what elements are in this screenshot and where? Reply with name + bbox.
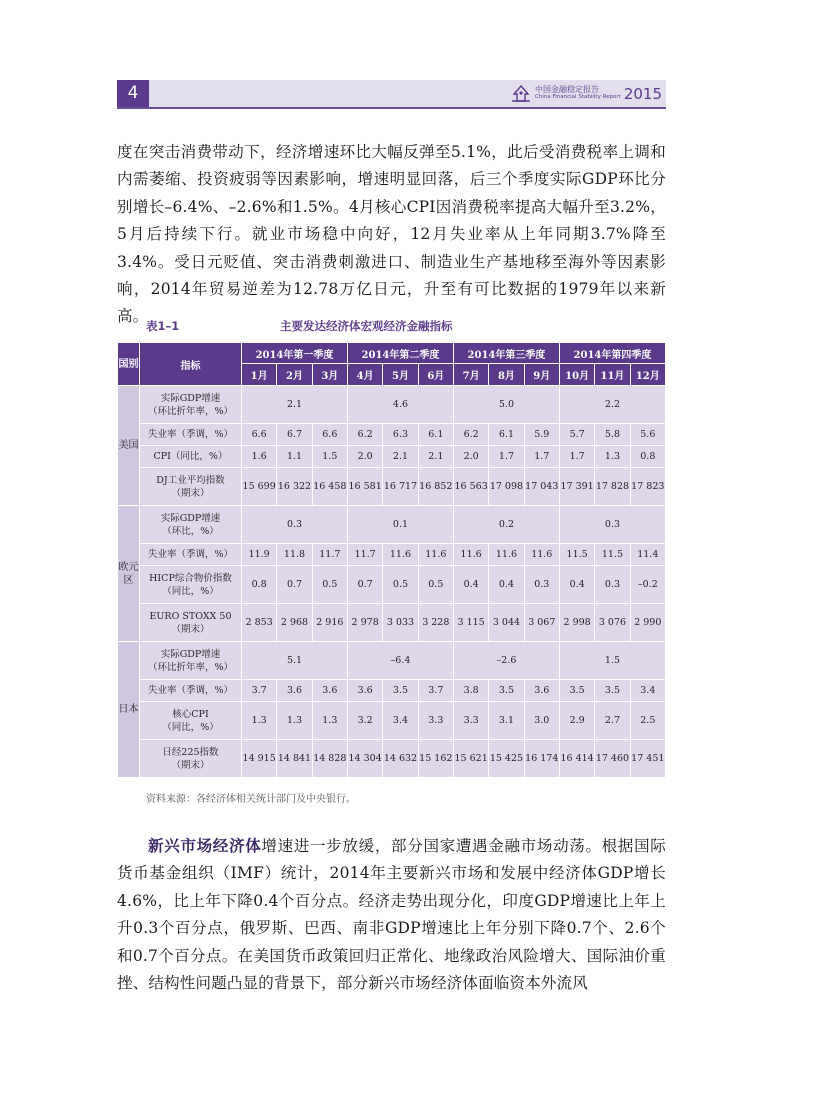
value-cell: 3.6 [524,680,559,702]
value-cell: 6.2 [453,424,488,446]
table-row [118,424,666,446]
value-cell: 0.4 [559,566,594,604]
header-quarter: 2014年第一季度 [242,343,348,364]
value-cell: 0.7 [277,566,312,604]
indicator-cell: 日经225指数 （期末） [140,740,242,778]
value-cell: 0.3 [559,506,665,544]
value-cell: 6.6 [242,424,277,446]
value-cell: 11.5 [595,544,630,566]
table-row [118,386,666,424]
header-month: 11月 [595,364,630,386]
value-cell: 5.0 [453,386,559,424]
value-cell: 15 699 [242,468,277,506]
value-cell: 11.6 [453,544,488,566]
value-cell: 5.7 [559,424,594,446]
value-cell: 14 304 [347,740,382,778]
value-cell: 11.8 [277,544,312,566]
header-country: 国别 [118,343,140,386]
value-cell: 5.6 [630,424,665,446]
value-cell: 0.8 [242,566,277,604]
table-row [118,702,666,740]
value-cell: 0.4 [453,566,488,604]
value-cell: 16 581 [347,468,382,506]
value-cell: 3.7 [418,680,453,702]
value-cell: 11.6 [524,544,559,566]
value-cell: 0.8 [630,446,665,468]
report-year: 2015 [623,84,662,103]
table-row [118,740,666,778]
value-cell: 3.5 [595,680,630,702]
value-cell: 2.1 [418,446,453,468]
value-cell: 6.1 [489,424,524,446]
value-cell: 1.7 [524,446,559,468]
value-cell: 1.3 [277,702,312,740]
value-cell: 2.1 [383,446,418,468]
header-month: 12月 [630,364,665,386]
value-cell: 0.7 [347,566,382,604]
value-cell: 11.4 [630,544,665,566]
pagoda-logo-icon [511,85,531,103]
value-cell: –2.6 [453,642,559,680]
report-title-en: China Financial Stability Report [535,94,621,101]
value-cell: 2 978 [347,604,382,642]
value-cell: 3.3 [418,702,453,740]
table-row [118,604,666,642]
value-cell: 1.7 [559,446,594,468]
value-cell: 3.6 [277,680,312,702]
table-caption [146,316,666,336]
value-cell: 5.8 [595,424,630,446]
value-cell: 0.3 [524,566,559,604]
value-cell: 3.0 [524,702,559,740]
value-cell: 15 162 [418,740,453,778]
value-cell: 3.4 [630,680,665,702]
value-cell: 6.2 [347,424,382,446]
value-cell: 11.6 [489,544,524,566]
value-cell: 3.8 [453,680,488,702]
header-month: 5月 [383,364,418,386]
page-header [117,80,666,109]
value-cell: 16 852 [418,468,453,506]
country-cell: 日本 [118,642,140,778]
value-cell: 2 990 [630,604,665,642]
value-cell: 1.3 [242,702,277,740]
table-row [118,468,666,506]
value-cell: 1.1 [277,446,312,468]
country-cell: 美国 [118,386,140,506]
table-body [118,386,666,778]
value-cell: 16 563 [453,468,488,506]
header-quarter: 2014年第二季度 [347,343,453,364]
value-cell: 16 414 [559,740,594,778]
value-cell: 3 044 [489,604,524,642]
value-cell: 0.3 [242,506,348,544]
value-cell: 6.7 [277,424,312,446]
value-cell: –6.4 [347,642,453,680]
value-cell: 3.1 [489,702,524,740]
value-cell: 3.6 [312,680,347,702]
indicator-cell: CPI（同比，%） [140,446,242,468]
value-cell: 6.1 [418,424,453,446]
indicator-cell: 实际GDP增速 （环比，%） [140,506,242,544]
value-cell: 16 717 [383,468,418,506]
value-cell: 2.0 [347,446,382,468]
value-cell: 1.6 [242,446,277,468]
page-number: 4 [117,80,149,107]
value-cell: 5.1 [242,642,348,680]
value-cell: 1.7 [489,446,524,468]
value-cell: 11.6 [383,544,418,566]
value-cell: 14 915 [242,740,277,778]
indicator-cell: 实际GDP增速 （环比折年率，%） [140,642,242,680]
value-cell: 14 632 [383,740,418,778]
value-cell: 16 322 [277,468,312,506]
header-month: 1月 [242,364,277,386]
indicator-cell: EURO STOXX 50 （期末） [140,604,242,642]
body-paragraph-1: 度在突击消费带动下，经济增速环比大幅反弹至5.1%，此后受消费税率上调和内需萎缩、投资疲弱等因素影响，增速明显回落，后三个季度实际GDP环比分别增长–6.4%、–2.6%和1.5%。4月核心CPI因消费税率提高大幅升至3.2%，5月后持续下行。就业市场稳中向好，12月失业率从上年同期3.7%降至3.4%。受日元贬值、突击消费刺激进口、制造业生产基地移至海外等因素影响，2014年贸易逆差为12.78万亿日元，升至有可比数据的1979年以来新高。 [117,143,666,326]
value-cell: 17 391 [559,468,594,506]
value-cell: 1.3 [595,446,630,468]
value-cell: 2.9 [559,702,594,740]
value-cell: –0.2 [630,566,665,604]
table-row [118,566,666,604]
value-cell: 5.9 [524,424,559,446]
header-month: 4月 [347,364,382,386]
value-cell: 17 823 [630,468,665,506]
value-cell: 0.4 [489,566,524,604]
value-cell: 17 828 [595,468,630,506]
value-cell: 2.2 [559,386,665,424]
table-number: 表1–1 [146,319,180,333]
report-logo [511,82,662,105]
header-month: 7月 [453,364,488,386]
value-cell: 11.5 [559,544,594,566]
value-cell: 2 998 [559,604,594,642]
value-cell: 11.7 [347,544,382,566]
value-cell: 6.6 [312,424,347,446]
indicator-cell: 失业率（季调，%） [140,424,242,446]
value-cell: 0.5 [383,566,418,604]
indicator-cell: DJ工业平均指数 （期末） [140,468,242,506]
body-paragraph-2 [117,832,666,997]
value-cell: 2.0 [453,446,488,468]
paragraph-lead-term: 新兴市场经济体 [148,836,262,855]
paragraph-2-text: 增速进一步放缓，部分国家遭遇金融市场动荡。根据国际货币基金组织（IMF）统计，2014年主要新兴市场和发展中经济体GDP增长4.6%，比上年下降0.4个百分点。经济走势出现分化，印度GDP增速比上年上升0.3个百分点，俄罗斯、巴西、南非GDP增速比上年分别下降0.7个、2.6个和0.7个百分点。在美国货币政策回归正常化、地缘政治风险增大、国际油价重挫、结构性问题凸显的背景下，部分新兴市场经济体面临资本外流风 [117,837,666,993]
value-cell: 2 916 [312,604,347,642]
table-row [118,680,666,702]
value-cell: 14 828 [312,740,347,778]
value-cell: 3 228 [418,604,453,642]
value-cell: 11.6 [418,544,453,566]
header-month: 2月 [277,364,312,386]
value-cell: 0.5 [312,566,347,604]
value-cell: 11.7 [312,544,347,566]
macro-indicators-table [117,342,666,778]
table-row [118,642,666,680]
country-cell: 欧元区 [118,506,140,642]
value-cell: 3.5 [559,680,594,702]
value-cell: 15 425 [489,740,524,778]
value-cell: 1.5 [312,446,347,468]
value-cell: 16 174 [524,740,559,778]
table-title: 主要发达经济体宏观经济金融指标 [280,319,453,333]
header-month: 8月 [489,364,524,386]
indicator-cell: 失业率（季调，%） [140,544,242,566]
value-cell: 3 115 [453,604,488,642]
table-row [118,544,666,566]
value-cell: 3.5 [383,680,418,702]
table-row [118,506,666,544]
value-cell: 4.6 [347,386,453,424]
value-cell: 3.5 [489,680,524,702]
value-cell: 6.3 [383,424,418,446]
header-month: 6月 [418,364,453,386]
value-cell: 2.7 [595,702,630,740]
indicator-cell: HICP综合物价指数 （同比，%） [140,566,242,604]
value-cell: 0.1 [347,506,453,544]
table-source-note: 资料来源：各经济体相关统计部门及中央银行。 [146,794,356,805]
value-cell: 17 460 [595,740,630,778]
header-month: 9月 [524,364,559,386]
value-cell: 11.9 [242,544,277,566]
indicator-cell: 失业率（季调，%） [140,680,242,702]
value-cell: 3.2 [347,702,382,740]
header-quarter: 2014年第四季度 [559,343,665,364]
value-cell: 2.5 [630,702,665,740]
indicator-cell: 实际GDP增速 （环比折年率，%） [140,386,242,424]
value-cell: 17 451 [630,740,665,778]
value-cell: 0.5 [418,566,453,604]
value-cell: 2 853 [242,604,277,642]
header-quarter: 2014年第三季度 [453,343,559,364]
value-cell: 3.6 [347,680,382,702]
value-cell: 3.4 [383,702,418,740]
value-cell: 3 067 [524,604,559,642]
indicator-cell: 核心CPI （同比，%） [140,702,242,740]
header-indicator: 指标 [140,343,242,386]
value-cell: 0.2 [453,506,559,544]
report-title-cn: 中国金融稳定报告 [535,85,600,95]
table-row [118,446,666,468]
value-cell: 15 621 [453,740,488,778]
value-cell: 14 841 [277,740,312,778]
report-title-block [535,86,621,101]
value-cell: 17 098 [489,468,524,506]
header-month: 10月 [559,364,594,386]
value-cell: 2 968 [277,604,312,642]
value-cell: 1.5 [559,642,665,680]
value-cell: 3 076 [595,604,630,642]
value-cell: 2.1 [242,386,348,424]
value-cell: 1.3 [312,702,347,740]
value-cell: 3.7 [242,680,277,702]
header-month: 3月 [312,364,347,386]
value-cell: 3.3 [453,702,488,740]
value-cell: 16 458 [312,468,347,506]
value-cell: 3 033 [383,604,418,642]
value-cell: 17 043 [524,468,559,506]
value-cell: 0.3 [595,566,630,604]
